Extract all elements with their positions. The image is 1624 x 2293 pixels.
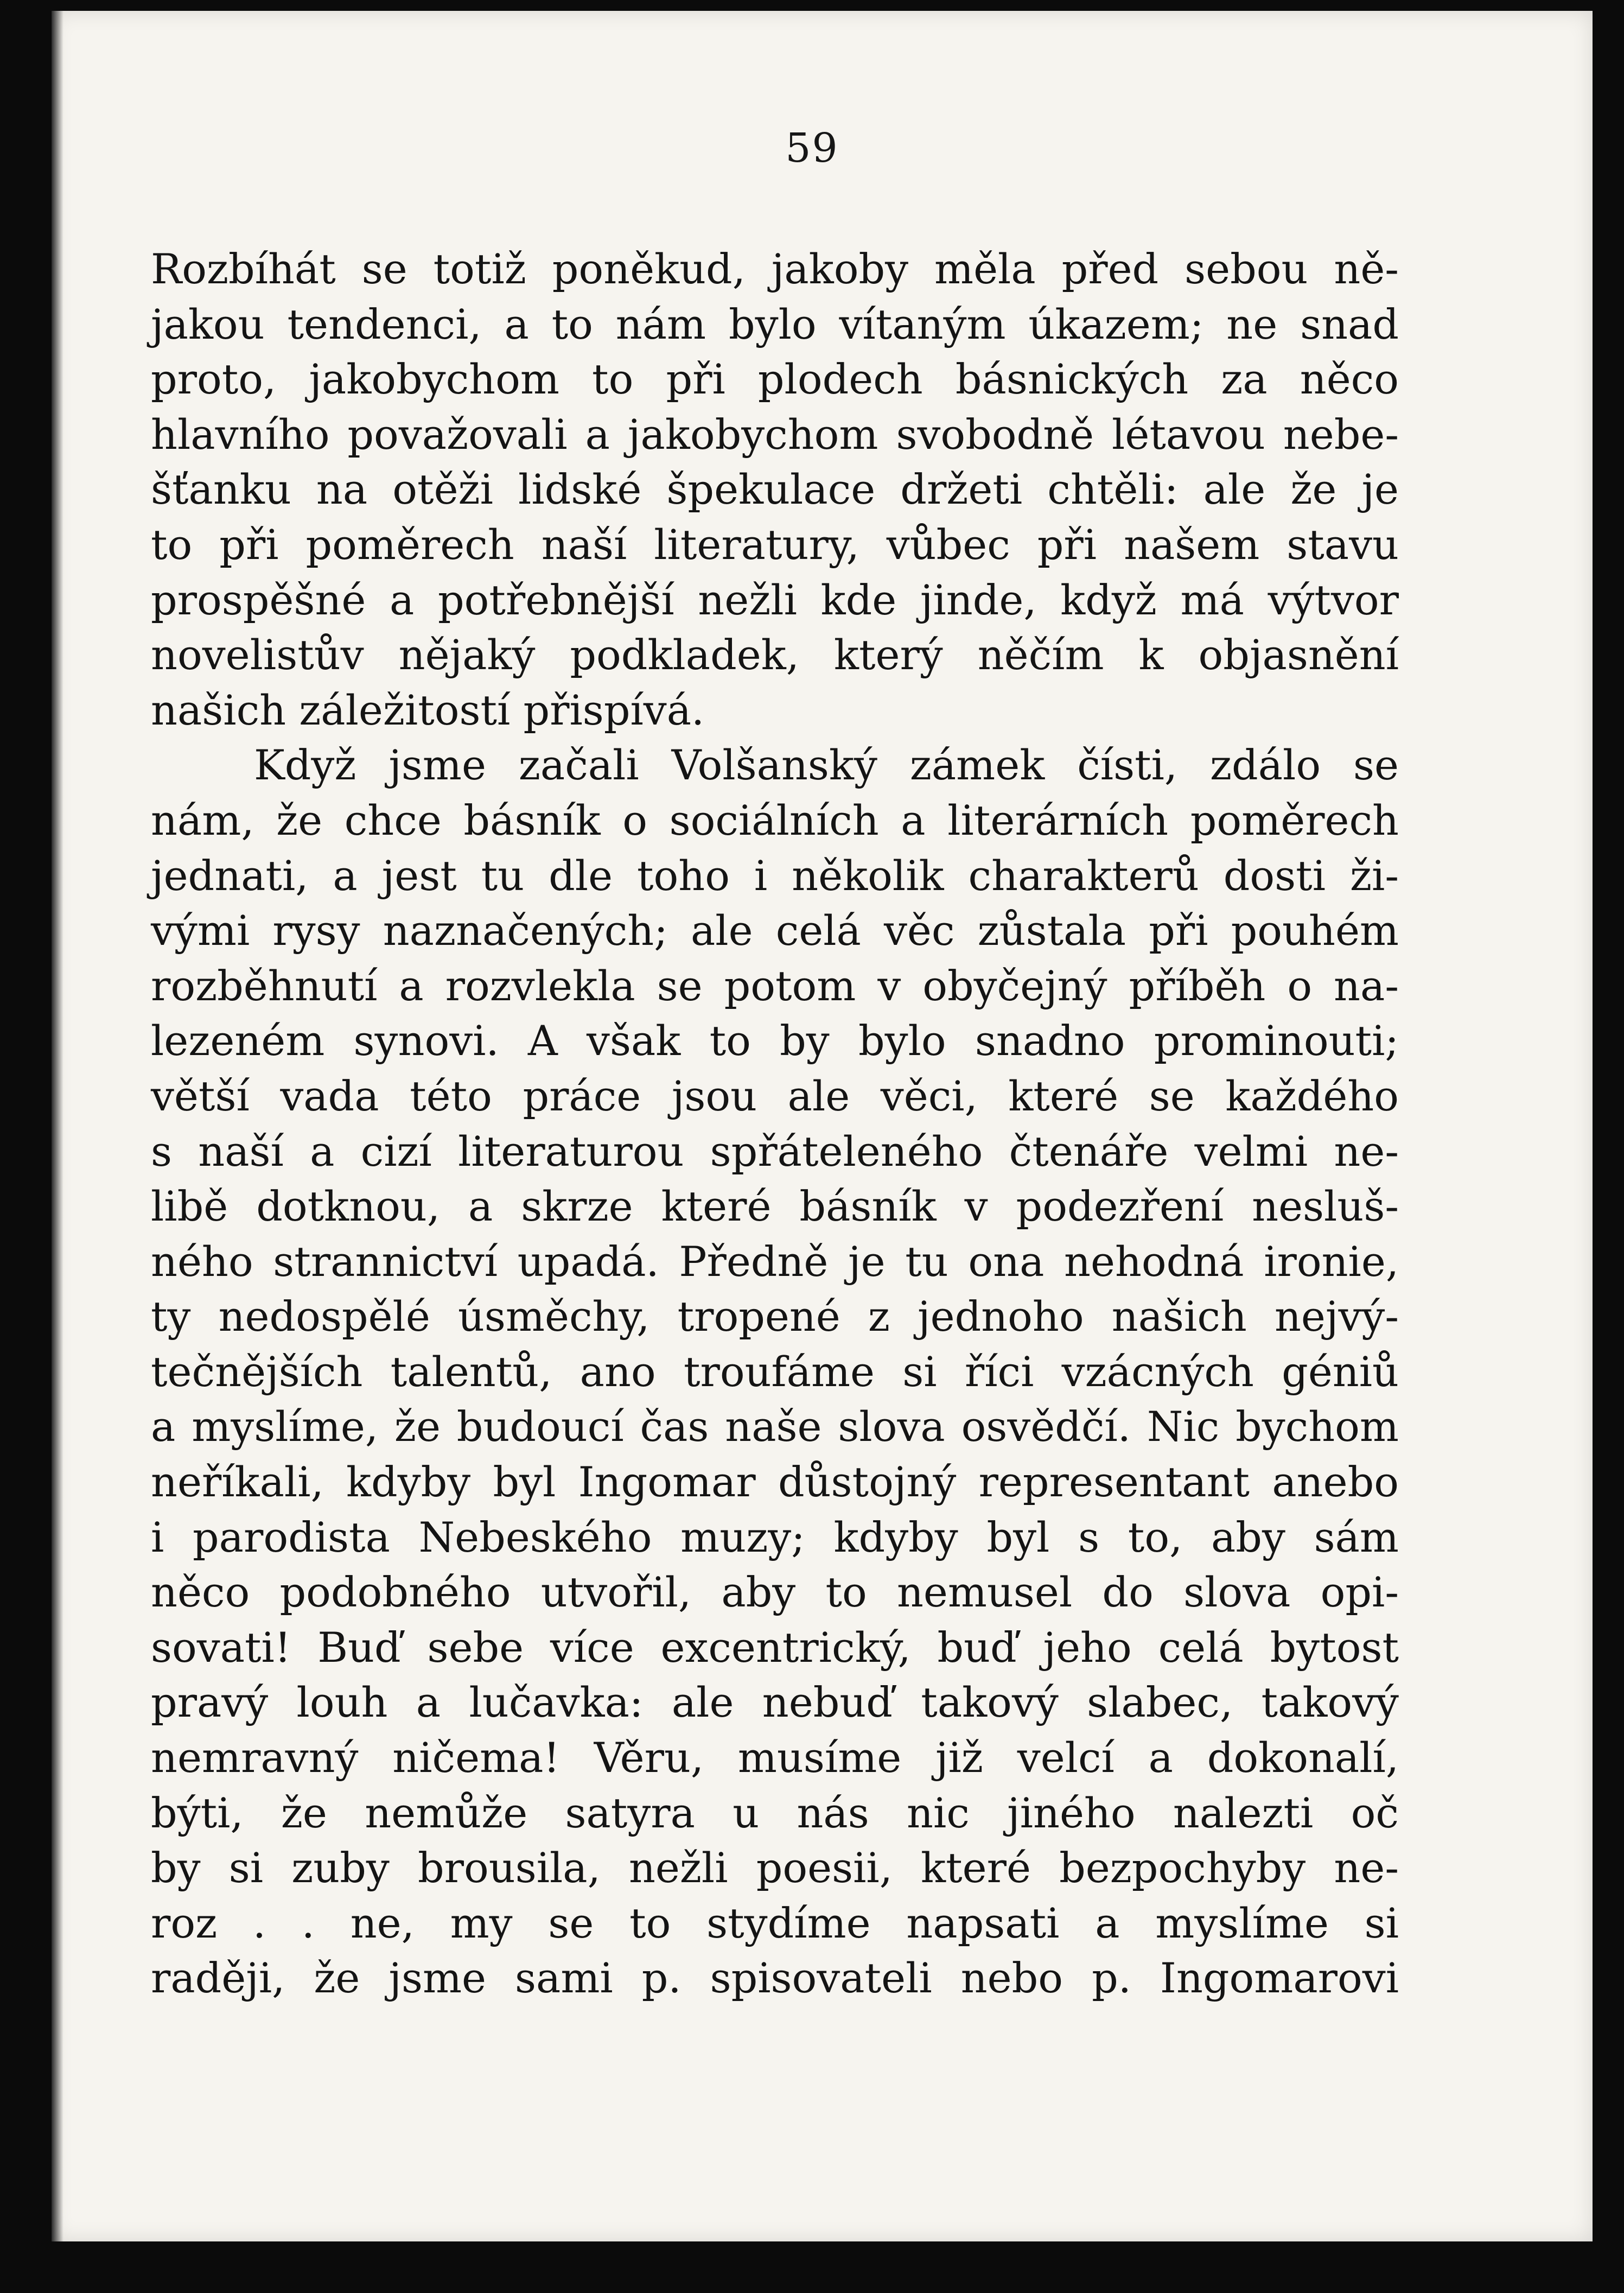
text-line: pravý louh a lučavka: ale nebuď takový slabec, takový	[151, 1678, 1399, 1727]
text-line: s naší a cizí literaturou spřáteleného čtenáře velmi ne-	[151, 1127, 1399, 1176]
text-line: vými rysy naznačených; ale celá věc zůstala při pouhém	[151, 906, 1399, 955]
text-line: rozběhnutí a rozvlekla se potom v obyčejný příběh o na-	[151, 961, 1399, 1010]
text-line: a myslíme, že budoucí čas naše slova osvědčí. Nic bychom	[151, 1402, 1399, 1451]
text-line: jakou tendenci, a to nám bylo vítaným úkazem; ne snad	[151, 300, 1399, 348]
text-line: tečnějších talentů, ano troufáme si říci vzácných géniů	[151, 1347, 1399, 1396]
text-line: libě dotknou, a skrze které básník v podezření nesluš-	[151, 1182, 1399, 1231]
text-line: i parodista Nebeského muzy; kdyby byl s to, aby sám	[151, 1513, 1399, 1561]
text-line: býti, že nemůže satyra u nás nic jiného nalezti oč	[151, 1788, 1399, 1837]
text-line: hlavního považovali a jakobychom svobodně létavou nebe-	[151, 410, 1399, 459]
text-line: větší vada této práce jsou ale věci, které se každého	[151, 1071, 1399, 1120]
page-gutter-shadow	[52, 11, 63, 2241]
text-line: ty nedospělé úsměchy, tropené z jednoho našich nejvý-	[151, 1292, 1399, 1341]
text-line: šťanku na otěži lidské špekulace držeti chtěli: ale že je	[151, 465, 1399, 514]
text-line: roz . . ne, my se to stydíme napsati a myslíme si	[151, 1898, 1399, 1947]
body-text	[151, 242, 1399, 2006]
text-line: to při poměrech naší literatury, vůbec při našem stavu	[151, 520, 1399, 569]
text-line: něco podobného utvořil, aby to nemusel do slova opi-	[151, 1568, 1399, 1617]
text-line: by si zuby brousila, nežli poesii, které bezpochyby ne-	[151, 1844, 1399, 1892]
text-line: Rozbíhát se totiž poněkud, jakoby měla před sebou ně-	[151, 245, 1399, 293]
text-line: nám, že chce básník o sociálních a literárních poměrech	[151, 796, 1399, 844]
text-line: raději, že jsme sami p. spisovateli nebo p. Ingomarovi	[151, 1954, 1399, 2003]
text-line: novelistův nějaký podkladek, který něčím k objasnění	[151, 631, 1399, 679]
text-line: lezeném synovi. A však to by bylo snadno prominouti;	[151, 1017, 1399, 1065]
text-line: proto, jakobychom to při plodech básnických za něco	[151, 355, 1399, 404]
text-line: sovati! Buď sebe více excentrický, buď jeho celá bytost	[151, 1623, 1399, 1672]
text-line: nemravný ničema! Věru, musíme již velcí a dokonalí,	[151, 1733, 1399, 1782]
page-number: 59	[785, 125, 839, 172]
text-line: neříkali, kdyby byl Ingomar důstojný representant anebo	[151, 1458, 1399, 1507]
paragraph-end-line: našich záležitostí přispívá.	[151, 685, 705, 734]
text-line: prospěšné a potřebnější nežli kde jinde, když má výtvor	[151, 575, 1399, 624]
text-line: jednati, a jest tu dle toho i několik charakterů dosti ži-	[151, 851, 1399, 900]
paragraph-start-line: Když jsme začali Volšanský zámek čísti, zdálo se	[254, 741, 1399, 790]
text-line: ného strannictví upadá. Předně je tu ona nehodná ironie,	[151, 1237, 1399, 1286]
